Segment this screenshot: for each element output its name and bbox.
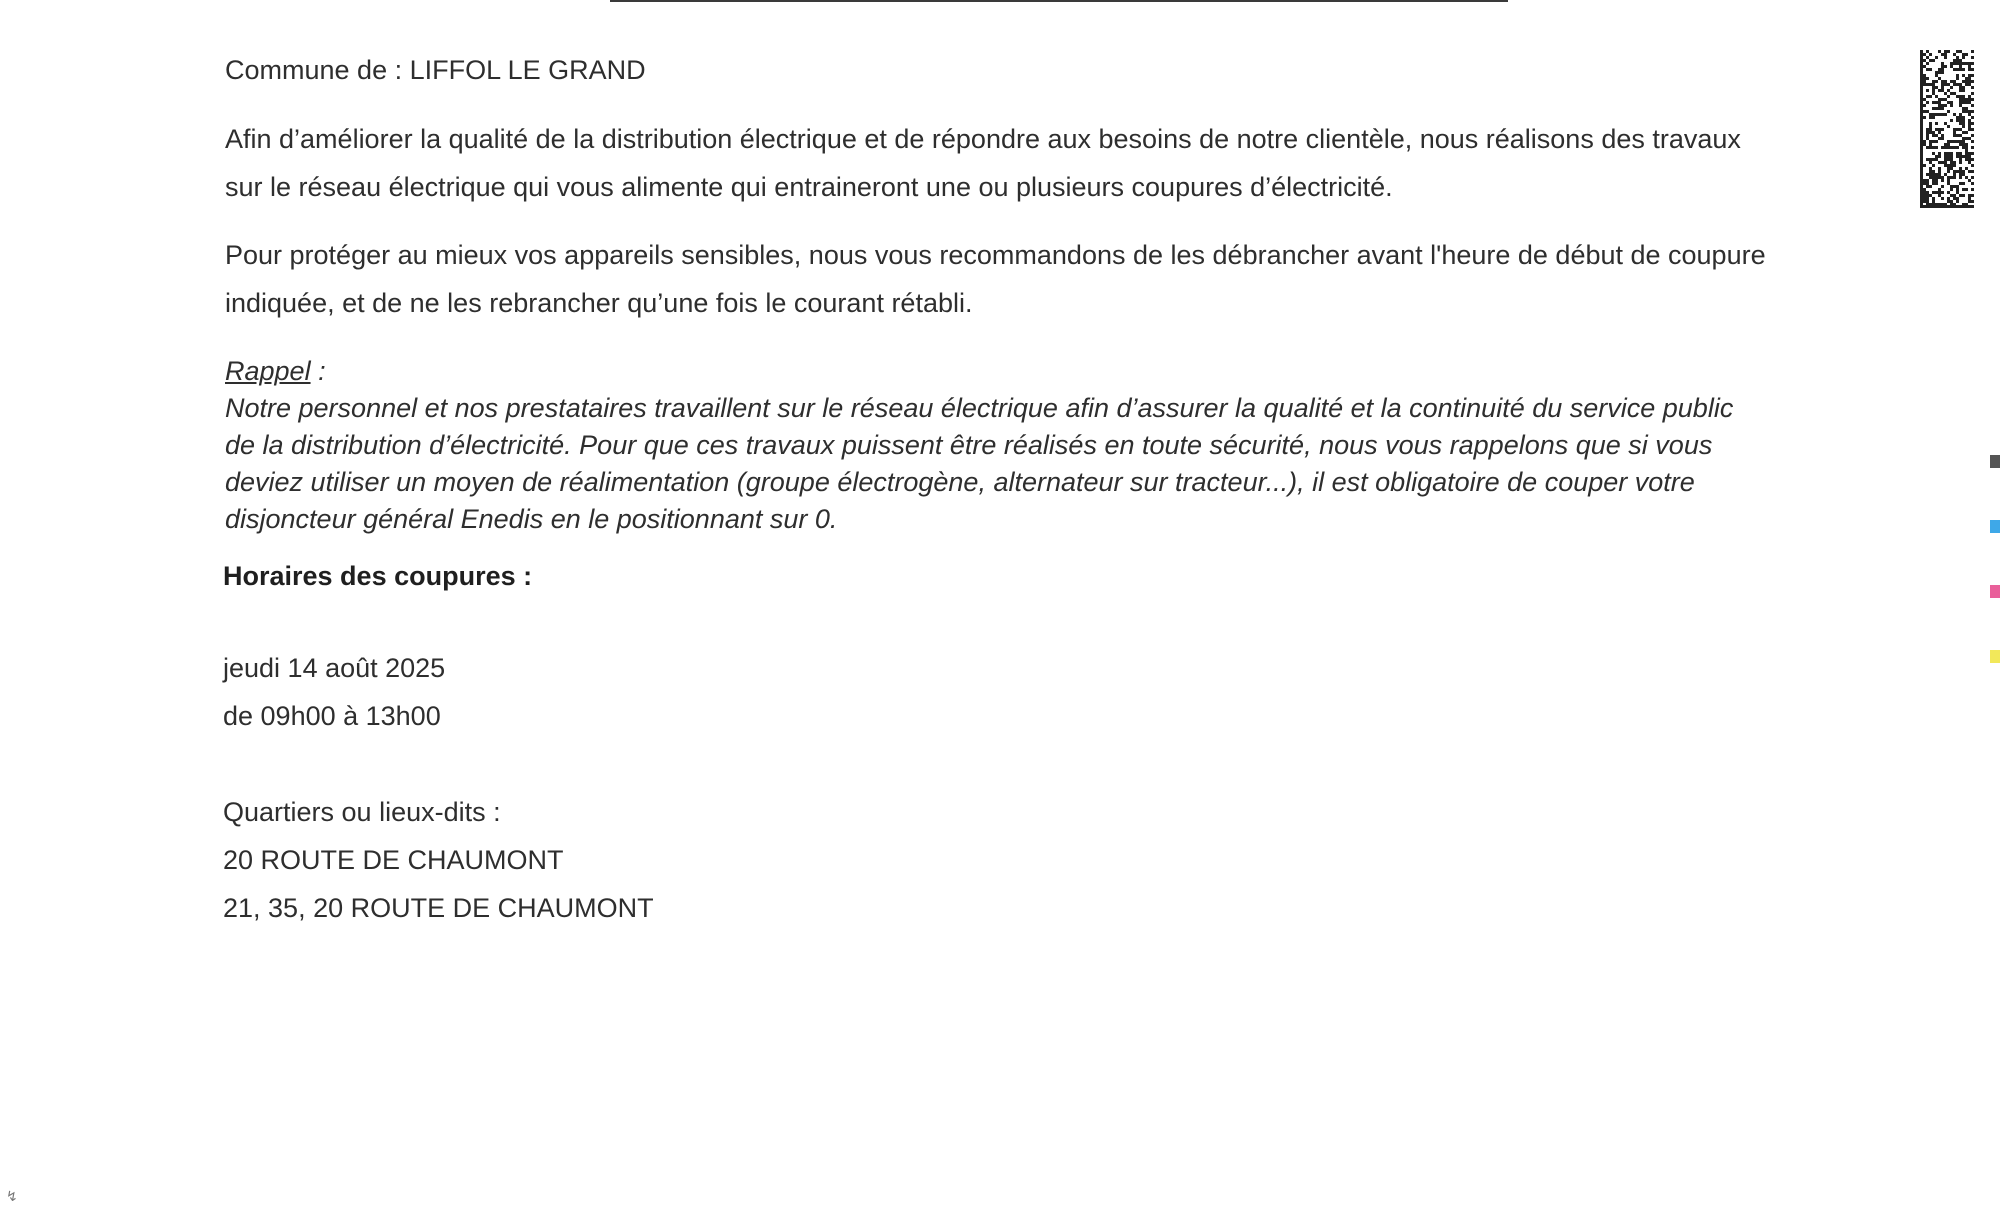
reminder-label: Rappel	[225, 356, 311, 386]
paragraph2-line2: indiquée, et de ne les rebrancher qu’une fois le courant rétabli.	[225, 288, 973, 318]
paragraph1-line1: Afin d’améliorer la qualité de la distribution électrique et de répondre aux besoins de notre clientèle, nous réalisons des travaux	[225, 124, 1741, 154]
location-item: 21, 35, 20 ROUTE DE CHAUMONT	[223, 893, 654, 923]
commune-line: Commune de : LIFFOL LE GRAND	[225, 55, 646, 85]
schedule-date: jeudi 14 août 2025	[223, 653, 446, 683]
location-item: 20 ROUTE DE CHAUMONT	[223, 845, 564, 875]
reminder-line3: deviez utiliser un moyen de réalimentation (groupe électrogène, alternateur sur tracteur...), il est obligatoire de couper votre	[225, 467, 1695, 497]
paragraph1-line2: sur le réseau électrique qui vous alimente qui entraineront une ou plusieurs coupures d’électricité.	[225, 172, 1393, 202]
scan-corner-mark: ↯	[6, 1188, 18, 1204]
reminder-line1: Notre personnel et nos prestataires travaillent sur le réseau électrique afin d’assurer la qualité et la continuité du service public	[225, 393, 1734, 423]
reminder-line2: de la distribution d’électricité. Pour que ces travaux puissent être réalisés en toute sécurité, nous vous rappelons que si vous	[225, 430, 1713, 460]
print-mark-cyan	[1990, 520, 2000, 533]
print-mark-magenta	[1990, 585, 2000, 598]
schedule-time: de 09h00 à 13h00	[223, 701, 441, 731]
print-mark-gray	[1990, 455, 2000, 468]
locations-heading: Quartiers ou lieux-dits :	[223, 797, 501, 827]
reminder-label-suffix: :	[310, 356, 326, 386]
print-mark-yellow	[1990, 650, 2000, 663]
paragraph2-line1: Pour protéger au mieux vos appareils sensibles, nous vous recommandons de les débrancher avant l'heure de début de coupure	[225, 240, 1766, 270]
reminder-line4: disjoncteur général Enedis en le positionnant sur 0.	[225, 504, 838, 534]
datamatrix-code-icon	[1920, 50, 1974, 208]
print-color-marks	[1990, 455, 2000, 675]
schedule-heading: Horaires des coupures :	[223, 561, 533, 591]
reminder-label-line	[225, 356, 326, 387]
